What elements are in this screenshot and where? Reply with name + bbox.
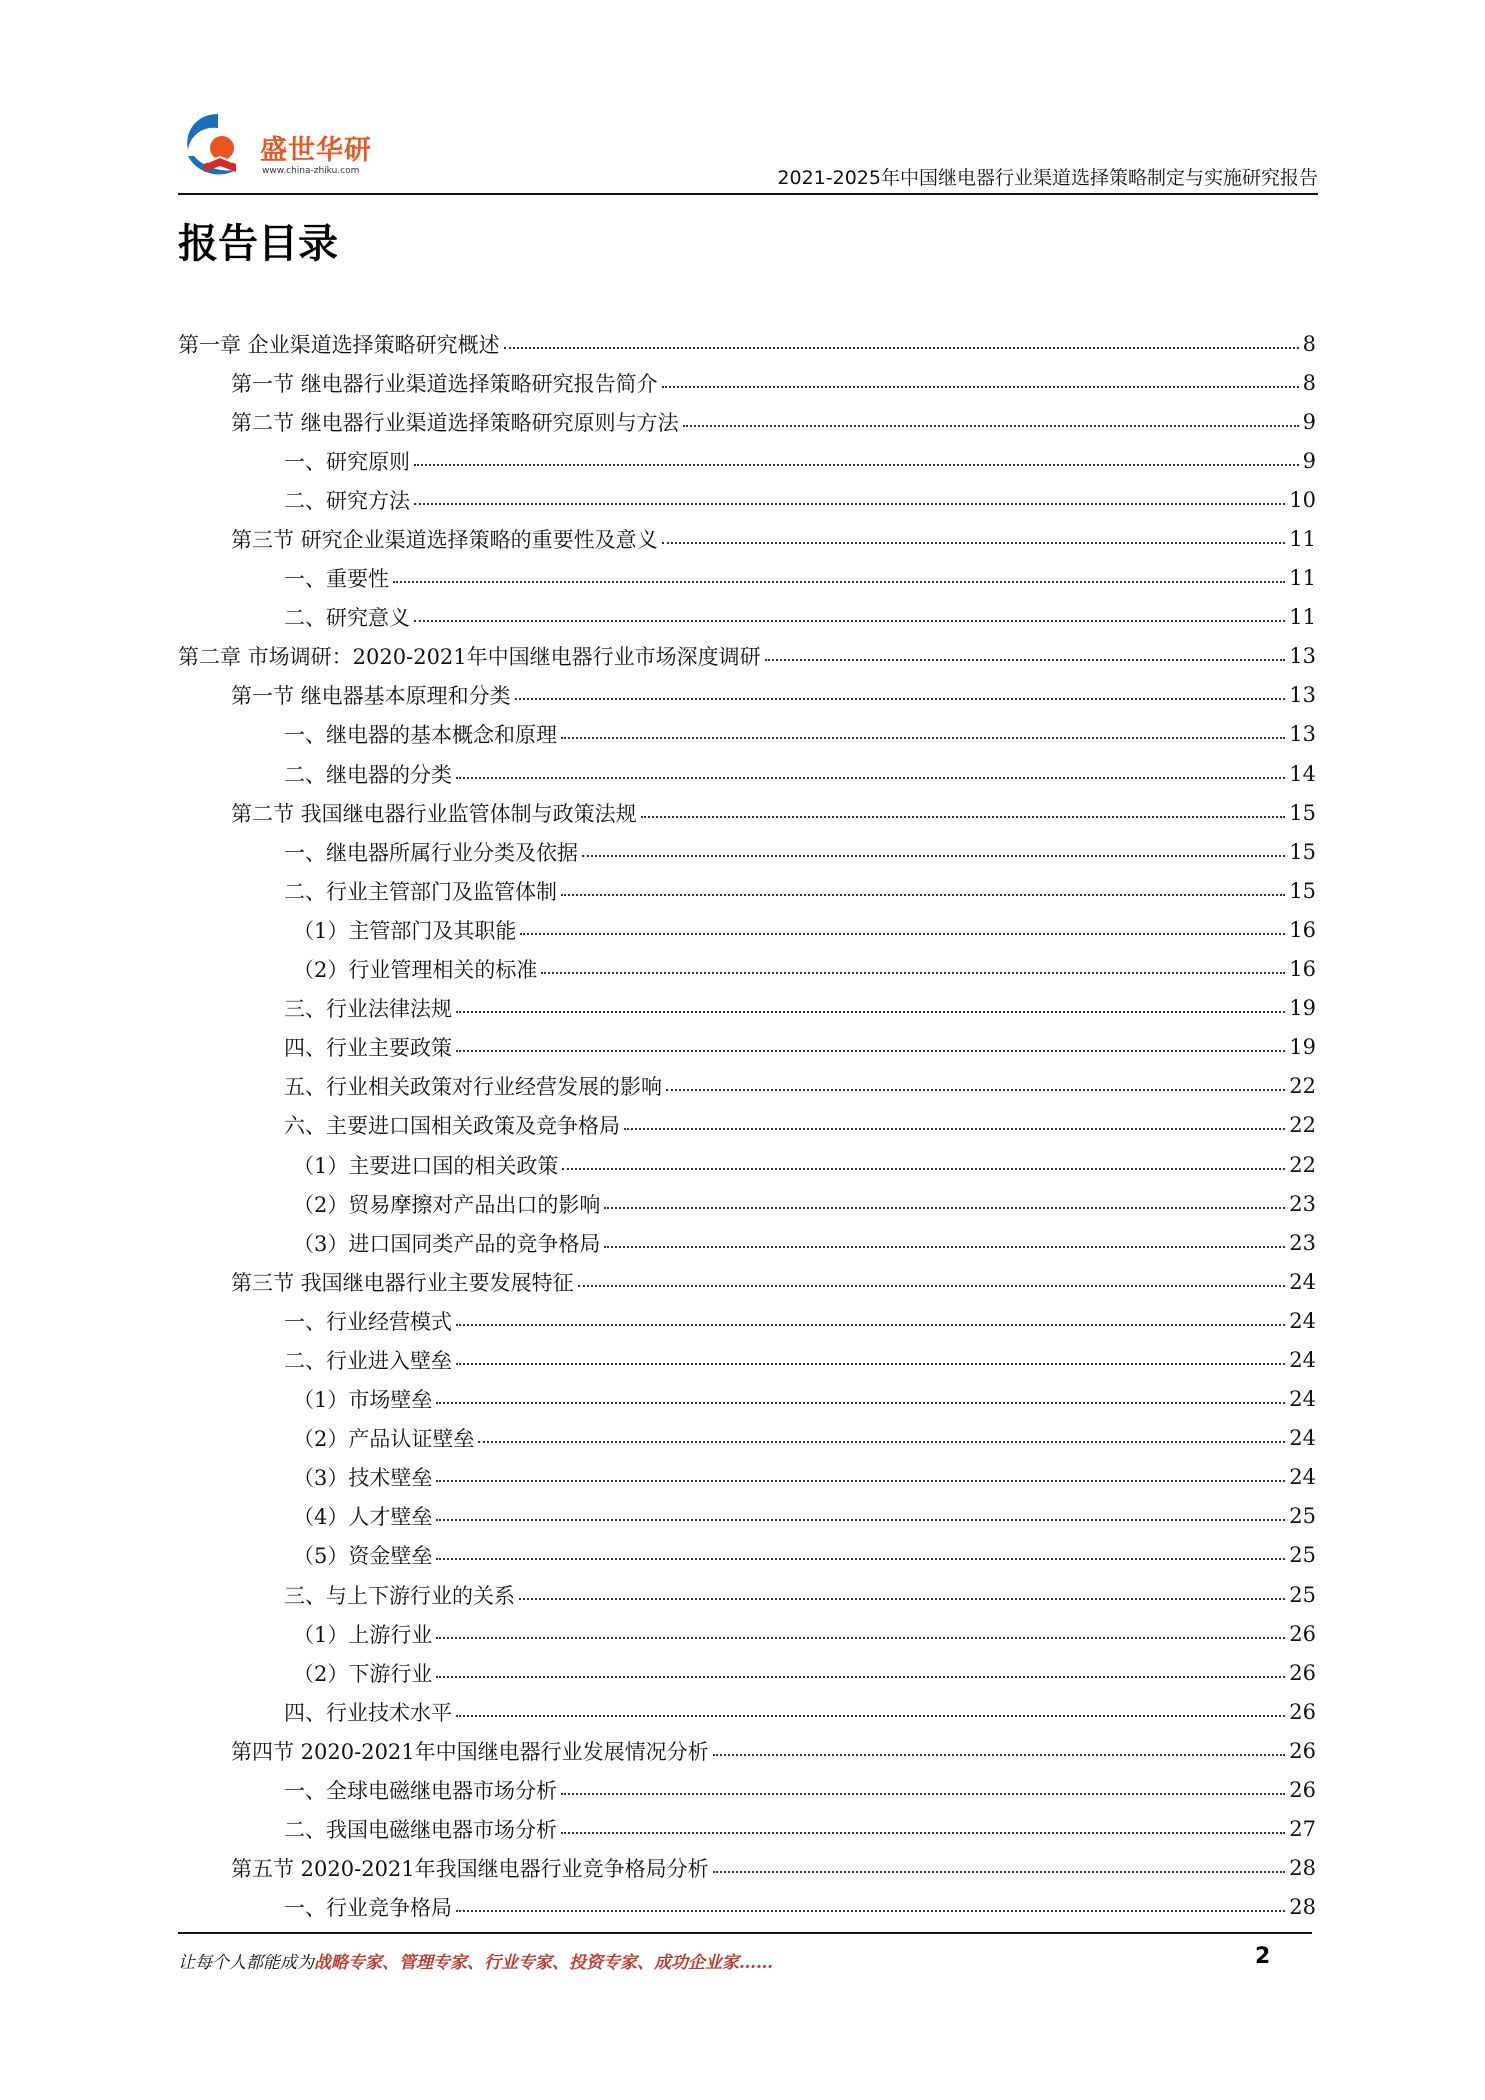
toc-dot-leader bbox=[436, 1480, 1285, 1482]
toc-entry-page: 28 bbox=[1289, 1856, 1316, 1881]
toc-entry-title: 二、研究方法 bbox=[284, 488, 410, 513]
toc-entry-title: （4）人才壁垒 bbox=[293, 1505, 433, 1530]
toc-entry-title: 三、行业法律法规 bbox=[284, 997, 452, 1022]
toc-entry-title: 一、继电器的基本概念和原理 bbox=[284, 723, 557, 748]
logo-name: 盛世华研 bbox=[260, 135, 372, 166]
toc-entry-title: 第三节 我国继电器行业主要发展特征 bbox=[231, 1270, 574, 1295]
toc-dot-leader bbox=[456, 777, 1285, 779]
toc-entry-page: 13 bbox=[1289, 644, 1316, 669]
toc-dot-leader bbox=[641, 816, 1286, 818]
toc-dot-leader bbox=[624, 1128, 1285, 1130]
toc-entry-page: 22 bbox=[1289, 1113, 1316, 1138]
toc-entry[interactable] bbox=[178, 1849, 1316, 1888]
page-title: 报告目录 bbox=[178, 221, 338, 267]
toc-dot-leader bbox=[561, 1793, 1285, 1795]
toc-entry-page: 23 bbox=[1289, 1191, 1316, 1216]
toc-dot-leader bbox=[456, 1011, 1285, 1013]
toc-entry-title: （2）下游行业 bbox=[293, 1661, 433, 1686]
toc-dot-leader bbox=[666, 1089, 1285, 1091]
toc-entry[interactable] bbox=[178, 598, 1316, 637]
toc-entry-page: 26 bbox=[1289, 1699, 1316, 1724]
toc-entry-page: 24 bbox=[1289, 1308, 1316, 1333]
toc-dot-leader bbox=[662, 386, 1299, 388]
toc-dot-leader bbox=[456, 1363, 1285, 1365]
toc-entry-page: 19 bbox=[1289, 996, 1316, 1021]
toc-dot-leader bbox=[456, 1050, 1285, 1052]
toc-entry[interactable] bbox=[178, 1380, 1316, 1419]
toc-dot-leader bbox=[414, 503, 1285, 505]
toc-dot-leader bbox=[436, 1637, 1285, 1639]
toc-entry-title: 一、全球电磁继电器市场分析 bbox=[284, 1779, 557, 1804]
toc-dot-leader bbox=[478, 1441, 1285, 1443]
company-logo bbox=[178, 106, 408, 186]
toc-entry-page: 26 bbox=[1289, 1738, 1316, 1763]
toc-entry[interactable] bbox=[178, 989, 1316, 1028]
toc-entry[interactable] bbox=[178, 1067, 1316, 1106]
toc-entry[interactable] bbox=[178, 1184, 1316, 1223]
toc-entry-title: （5）资金壁垒 bbox=[293, 1544, 433, 1569]
toc-entry[interactable] bbox=[178, 1536, 1316, 1575]
toc-entry-page: 13 bbox=[1289, 722, 1316, 747]
toc-entry[interactable] bbox=[178, 1770, 1316, 1809]
toc-entry-title: 第二节 我国继电器行业监管体制与政策法规 bbox=[231, 801, 637, 826]
toc-entry[interactable] bbox=[178, 324, 1316, 363]
toc-dot-leader bbox=[519, 1598, 1285, 1600]
toc-entry-page: 15 bbox=[1289, 878, 1316, 903]
toc-entry[interactable] bbox=[178, 559, 1316, 598]
toc-entry-page: 23 bbox=[1289, 1230, 1316, 1255]
footer-slogan-highlight: 战略专家、管理专家、行业专家、投资专家、成功企业家…… bbox=[314, 1953, 773, 1973]
toc-entry[interactable] bbox=[178, 1301, 1316, 1340]
toc-entry-title: 第一章 企业渠道选择策略研究概述 bbox=[178, 332, 500, 357]
toc-entry[interactable] bbox=[178, 519, 1316, 558]
toc-entry[interactable] bbox=[178, 1223, 1316, 1262]
toc-dot-leader bbox=[662, 542, 1286, 544]
toc-entry-page: 15 bbox=[1289, 800, 1316, 825]
toc-entry-page: 15 bbox=[1289, 839, 1316, 864]
toc-dot-leader bbox=[604, 1246, 1285, 1248]
toc-entry-title: （3）进口国同类产品的竞争格局 bbox=[293, 1231, 601, 1256]
toc-entry[interactable] bbox=[178, 910, 1316, 949]
toc-entry-title: 一、重要性 bbox=[284, 567, 389, 592]
toc-entry-page: 14 bbox=[1289, 761, 1316, 786]
toc-entry-title: 第一节 继电器基本原理和分类 bbox=[231, 684, 511, 709]
toc-entry[interactable] bbox=[178, 1692, 1316, 1731]
toc-dot-leader bbox=[456, 1910, 1285, 1912]
toc-entry-page: 8 bbox=[1302, 370, 1316, 395]
toc-entry[interactable] bbox=[178, 793, 1316, 832]
toc-entry-page: 11 bbox=[1289, 566, 1316, 591]
toc-entry-title: 一、研究原则 bbox=[284, 449, 410, 474]
toc-entry[interactable] bbox=[178, 480, 1316, 519]
toc-entry[interactable] bbox=[178, 1145, 1316, 1184]
toc-entry-page: 24 bbox=[1289, 1269, 1316, 1294]
toc-entry-title: 五、行业相关政策对行业经营发展的影响 bbox=[284, 1075, 662, 1100]
toc-dot-leader bbox=[562, 1168, 1285, 1170]
toc-entry-page: 22 bbox=[1289, 1074, 1316, 1099]
toc-entry-page: 11 bbox=[1289, 605, 1316, 630]
toc-entry-page: 19 bbox=[1289, 1035, 1316, 1060]
toc-entry[interactable] bbox=[178, 441, 1316, 480]
toc-entry-title: （1）市场壁垒 bbox=[293, 1388, 433, 1413]
toc-entry[interactable] bbox=[178, 1106, 1316, 1145]
toc-entry[interactable] bbox=[178, 1497, 1316, 1536]
toc-entry[interactable] bbox=[178, 1028, 1316, 1067]
toc-entry[interactable] bbox=[178, 871, 1316, 910]
toc-dot-leader bbox=[683, 425, 1299, 427]
toc-entry[interactable] bbox=[178, 1731, 1316, 1770]
toc-entry-title: （3）技术壁垒 bbox=[293, 1466, 433, 1491]
toc-entry-page: 9 bbox=[1302, 448, 1316, 473]
footer-slogan-prefix: 让每个人都能成为 bbox=[178, 1953, 314, 1973]
toc-entry-title: （1）主管部门及其职能 bbox=[293, 918, 517, 943]
logo-swoosh-icon bbox=[178, 106, 258, 186]
toc-entry-page: 22 bbox=[1289, 1152, 1316, 1177]
toc-dot-leader bbox=[393, 581, 1285, 583]
toc-dot-leader bbox=[713, 1754, 1286, 1756]
toc-entry-title: 四、行业技术水平 bbox=[284, 1700, 452, 1725]
toc-entry[interactable] bbox=[178, 402, 1316, 441]
toc-entry-page: 11 bbox=[1289, 527, 1316, 552]
toc-entry[interactable] bbox=[178, 832, 1316, 871]
toc-entry-page: 13 bbox=[1289, 683, 1316, 708]
toc-entry-page: 26 bbox=[1289, 1778, 1316, 1803]
toc-entry[interactable] bbox=[178, 1419, 1316, 1458]
toc-dot-leader bbox=[541, 972, 1285, 974]
toc-entry-title: 四、行业主要政策 bbox=[284, 1036, 452, 1061]
toc-entry-title: 第四节 2020-2021年中国继电器行业发展情况分析 bbox=[231, 1739, 709, 1764]
toc-entry[interactable] bbox=[178, 363, 1316, 402]
toc-entry-page: 27 bbox=[1289, 1817, 1316, 1842]
toc-dot-leader bbox=[414, 620, 1285, 622]
toc-dot-leader bbox=[414, 464, 1299, 466]
toc-entry[interactable] bbox=[178, 715, 1316, 754]
toc-entry-title: 二、继电器的分类 bbox=[284, 762, 452, 787]
toc-entry[interactable] bbox=[178, 637, 1316, 676]
toc-dot-leader bbox=[604, 1207, 1285, 1209]
toc-entry[interactable] bbox=[178, 1340, 1316, 1379]
toc-dot-leader bbox=[504, 347, 1299, 349]
toc-dot-leader bbox=[456, 1324, 1285, 1326]
toc-entry-page: 24 bbox=[1289, 1347, 1316, 1372]
toc-entry-title: （2）贸易摩擦对产品出口的影响 bbox=[293, 1192, 601, 1217]
footer-divider bbox=[178, 1932, 1312, 1934]
toc-entry-page: 10 bbox=[1289, 487, 1316, 512]
toc-entry-title: （1）主要进口国的相关政策 bbox=[293, 1153, 559, 1178]
toc-entry-title: 第二章 市场调研：2020-2021年中国继电器行业市场深度调研 bbox=[178, 645, 761, 670]
header-divider bbox=[178, 193, 1318, 195]
table-of-contents bbox=[178, 324, 1316, 1927]
toc-dot-leader bbox=[520, 933, 1285, 935]
toc-entry[interactable] bbox=[178, 1810, 1316, 1849]
toc-entry-page: 24 bbox=[1289, 1426, 1316, 1451]
footer-page-number: 2 bbox=[1255, 1944, 1271, 1969]
toc-entry-page: 24 bbox=[1289, 1387, 1316, 1412]
toc-entry[interactable] bbox=[178, 950, 1316, 989]
toc-entry-title: 第二节 继电器行业渠道选择策略研究原则与方法 bbox=[231, 410, 679, 435]
toc-entry-page: 25 bbox=[1289, 1504, 1316, 1529]
toc-dot-leader bbox=[713, 1871, 1286, 1873]
page-header bbox=[178, 100, 1318, 196]
toc-entry-title: （2）产品认证壁垒 bbox=[293, 1427, 475, 1452]
toc-entry-page: 25 bbox=[1289, 1582, 1316, 1607]
toc-entry-page: 24 bbox=[1289, 1465, 1316, 1490]
toc-entry-page: 16 bbox=[1289, 957, 1316, 982]
toc-entry-page: 25 bbox=[1289, 1543, 1316, 1568]
toc-entry-page: 8 bbox=[1302, 331, 1316, 356]
toc-dot-leader bbox=[561, 894, 1285, 896]
toc-entry-title: 一、继电器所属行业分类及依据 bbox=[284, 840, 578, 865]
toc-dot-leader bbox=[561, 1832, 1285, 1834]
toc-entry-page: 26 bbox=[1289, 1660, 1316, 1685]
toc-entry-page: 26 bbox=[1289, 1621, 1316, 1646]
toc-entry-title: （2）行业管理相关的标准 bbox=[293, 958, 538, 983]
toc-entry-title: 六、主要进口国相关政策及竞争格局 bbox=[284, 1114, 620, 1139]
toc-entry[interactable] bbox=[178, 676, 1316, 715]
toc-dot-leader bbox=[582, 855, 1285, 857]
toc-entry-page: 16 bbox=[1289, 917, 1316, 942]
toc-entry-title: 二、我国电磁继电器市场分析 bbox=[284, 1818, 557, 1843]
toc-entry-title: （1）上游行业 bbox=[293, 1622, 433, 1647]
toc-dot-leader bbox=[578, 1285, 1286, 1287]
toc-entry-title: 第五节 2020-2021年我国继电器行业竞争格局分析 bbox=[231, 1857, 709, 1882]
toc-dot-leader bbox=[515, 698, 1286, 700]
toc-entry-page: 28 bbox=[1289, 1895, 1316, 1920]
toc-entry-title: 二、行业进入壁垒 bbox=[284, 1348, 452, 1373]
toc-entry-title: 三、与上下游行业的关系 bbox=[284, 1583, 515, 1608]
toc-dot-leader bbox=[561, 737, 1285, 739]
toc-entry[interactable] bbox=[178, 1653, 1316, 1692]
toc-entry-title: 第三节 研究企业渠道选择策略的重要性及意义 bbox=[231, 528, 658, 553]
toc-entry-title: 二、行业主管部门及监管体制 bbox=[284, 879, 557, 904]
toc-dot-leader bbox=[456, 1715, 1285, 1717]
toc-entry-page: 9 bbox=[1302, 409, 1316, 434]
toc-entry-title: 第一节 继电器行业渠道选择策略研究报告简介 bbox=[231, 371, 658, 396]
toc-entry[interactable] bbox=[178, 1458, 1316, 1497]
toc-dot-leader bbox=[436, 1676, 1285, 1678]
toc-dot-leader bbox=[436, 1402, 1285, 1404]
toc-entry-title: 一、行业经营模式 bbox=[284, 1309, 452, 1334]
toc-dot-leader bbox=[765, 659, 1286, 661]
toc-entry[interactable] bbox=[178, 1575, 1316, 1614]
toc-dot-leader bbox=[436, 1558, 1285, 1560]
toc-dot-leader bbox=[436, 1519, 1285, 1521]
report-title: 2021-2025年中国继电器行业渠道选择策略制定与实施研究报告 bbox=[777, 167, 1318, 189]
footer-slogan bbox=[178, 1948, 773, 1973]
toc-entry-title: 一、行业竞争格局 bbox=[284, 1896, 452, 1921]
toc-entry[interactable] bbox=[178, 1614, 1316, 1653]
toc-entry[interactable] bbox=[178, 1888, 1316, 1927]
toc-entry[interactable] bbox=[178, 1262, 1316, 1301]
logo-url: www.china-zhiku.com bbox=[262, 166, 360, 176]
toc-entry[interactable] bbox=[178, 754, 1316, 793]
toc-entry-title: 二、研究意义 bbox=[284, 606, 410, 631]
